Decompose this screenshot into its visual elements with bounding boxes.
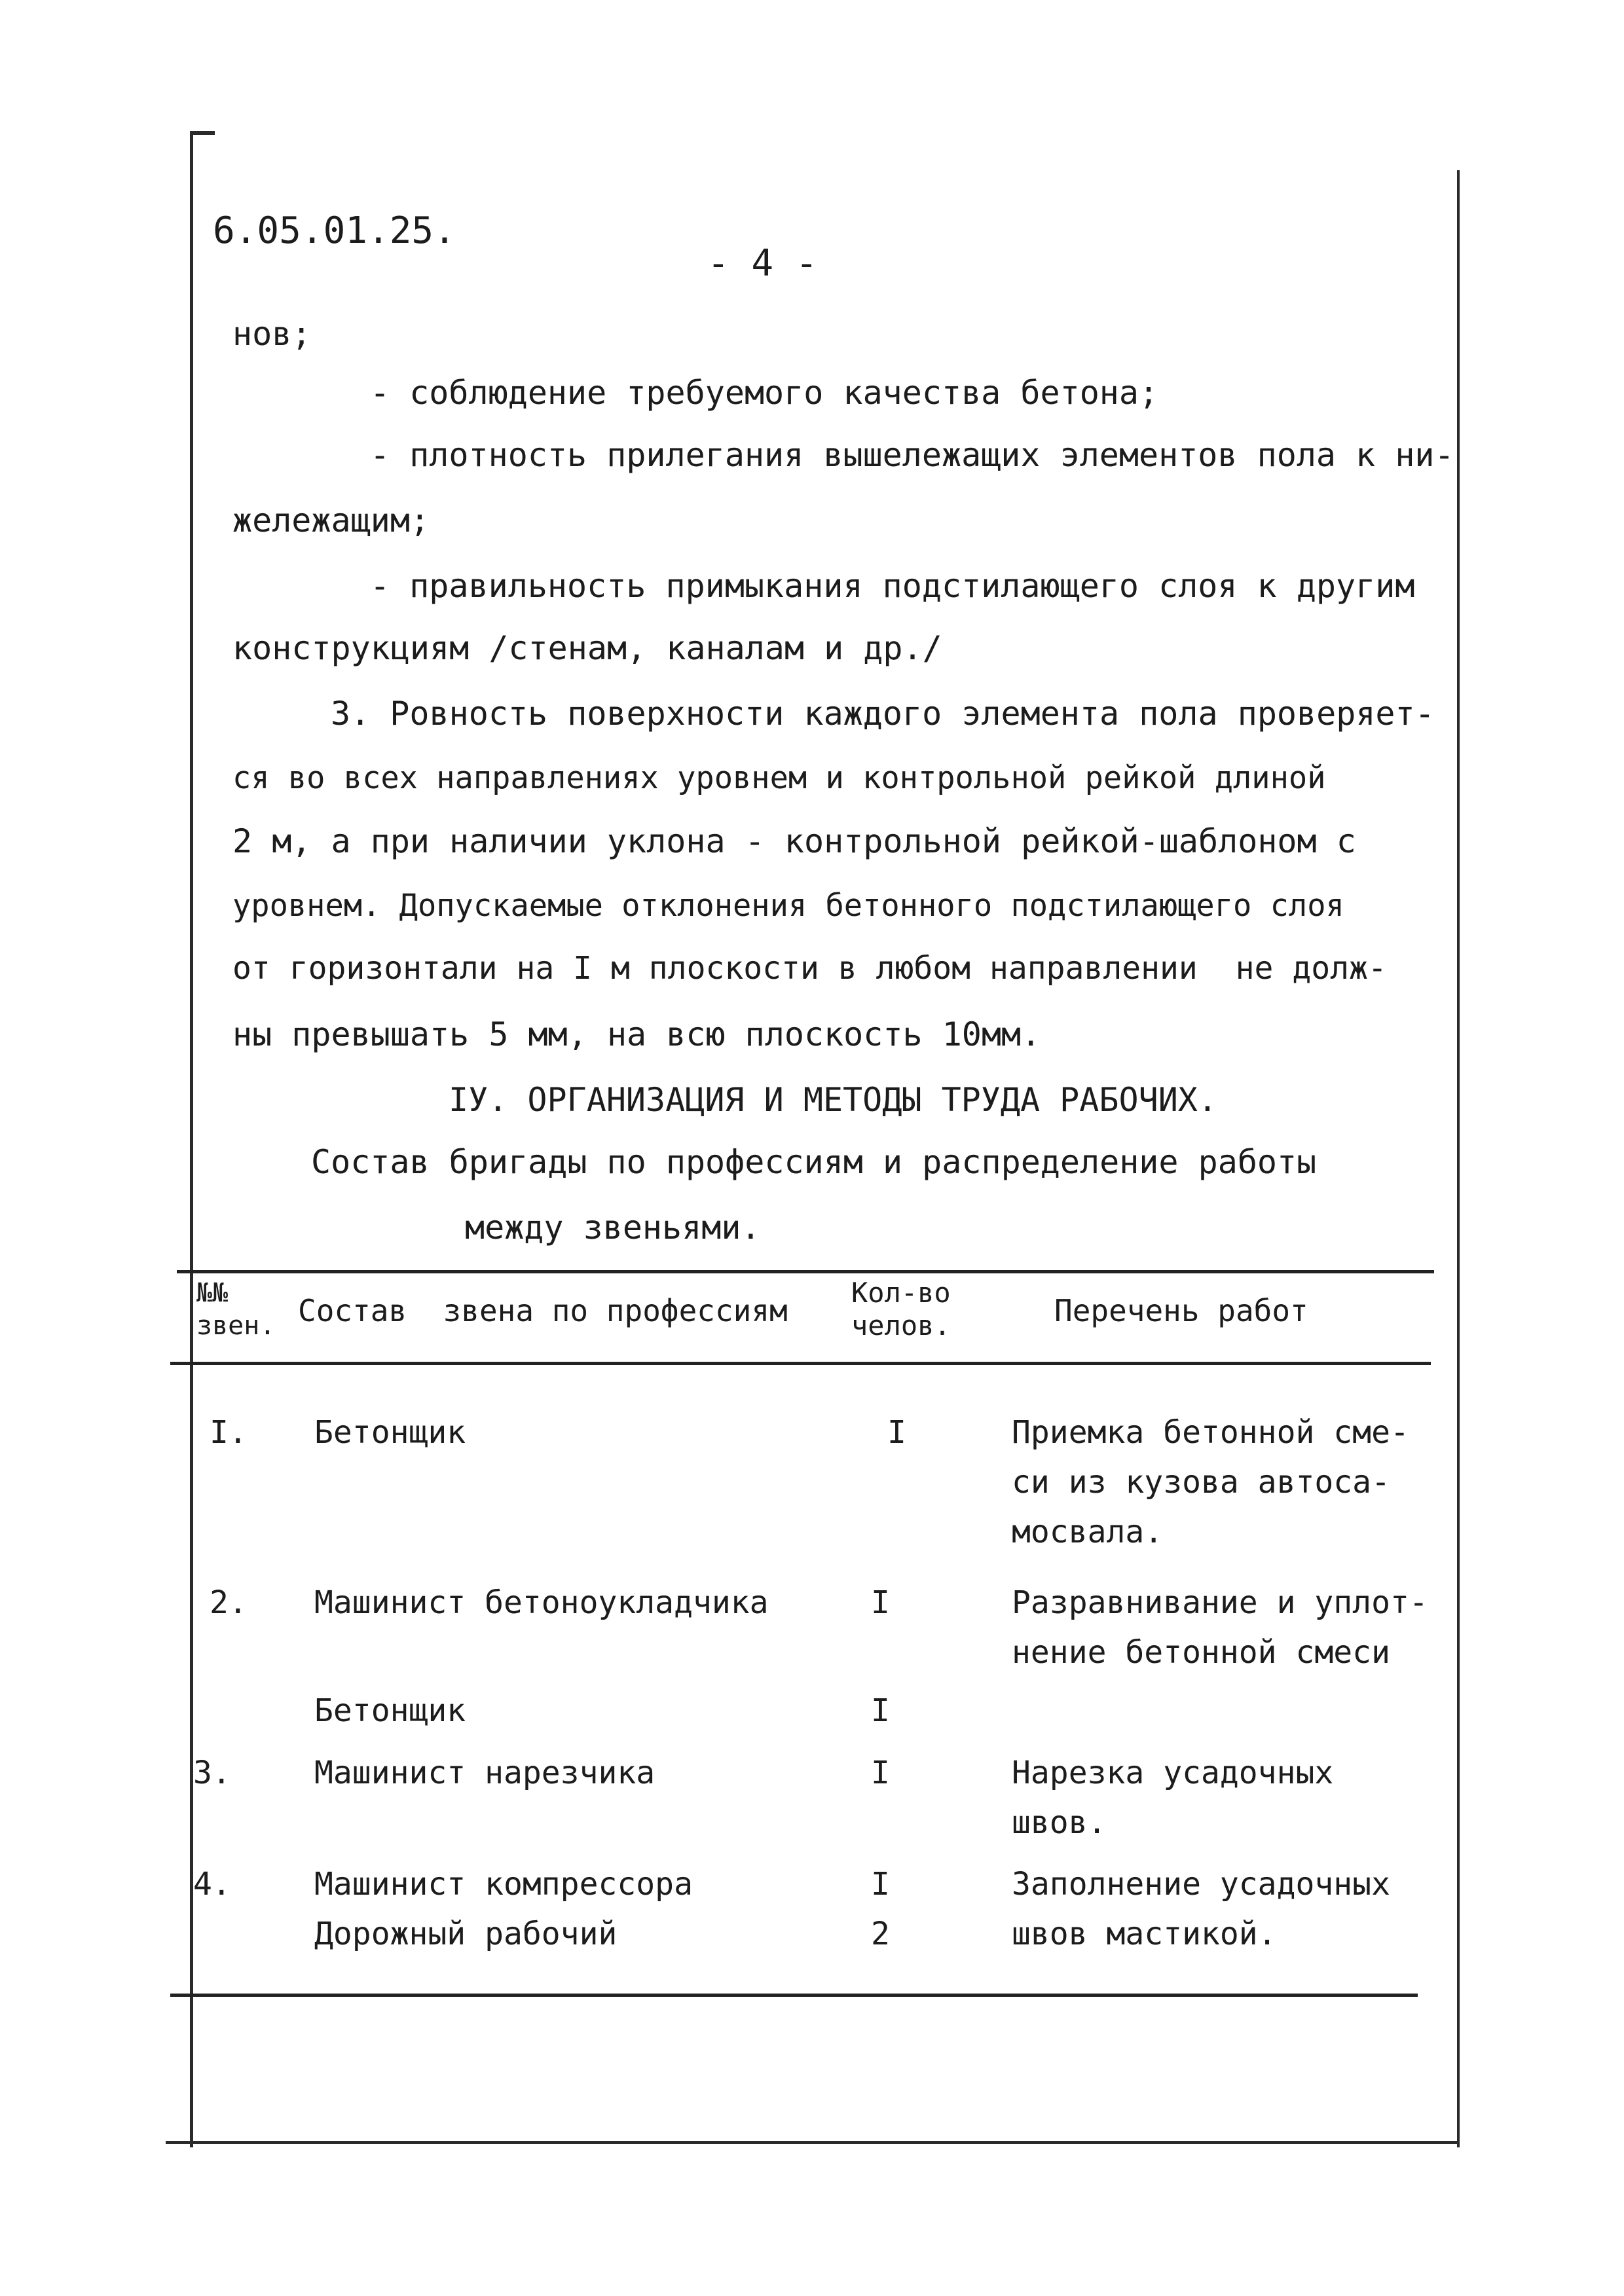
page-frame-right xyxy=(1457,170,1460,2147)
page-number: - 4 - xyxy=(707,242,818,285)
table-top-rule xyxy=(177,1270,1434,1273)
body-line: - соблюдение требуемого качества бетона; xyxy=(370,374,1159,412)
body-line: 3. Ровность поверхности каждого элемента пола проверяет- xyxy=(331,695,1435,733)
body-line: жележащим; xyxy=(232,501,430,539)
header-number: №№ звен. xyxy=(196,1278,276,1341)
frame-corner-mark xyxy=(190,131,215,135)
row-count: I xyxy=(871,1584,890,1621)
body-line: уровнем. Допускаемые отклонения бетонного подстилающего слоя xyxy=(232,888,1344,924)
row-profession: Машинист бетоноукладчика xyxy=(314,1584,769,1621)
row-profession: Дорожный рабочий xyxy=(314,1916,618,1952)
table-caption: Состав бригады по профессиям и распределение работы xyxy=(311,1143,1317,1181)
body-line: ны превышать 5 мм, на всю плоскость 10мм. xyxy=(232,1015,1041,1053)
body-line: ся во всех направлениях уровнем и контрольной рейкой длиной xyxy=(232,760,1326,796)
row-works: Приемка бетонной сме- си из кузова автоса- мосвала. xyxy=(1012,1414,1409,1550)
row-count: I xyxy=(871,1866,890,1903)
body-line: 2 м, а при наличии уклона - контрольной рейкой-шаблоном с xyxy=(232,822,1356,860)
row-works: Заполнение усадочных швов мастикой. xyxy=(1012,1866,1390,1952)
body-line: - правильность примыкания подстилающего слоя к другим xyxy=(370,567,1415,605)
header-composition: Состав звена по профессиям xyxy=(298,1293,788,1328)
row-count: 2 xyxy=(871,1916,890,1952)
header-works: Перечень работ xyxy=(1054,1293,1308,1328)
row-count: I xyxy=(887,1414,906,1451)
row-profession: Машинист нарезчика xyxy=(314,1755,655,1791)
table-bottom-rule xyxy=(170,1994,1418,1997)
page-frame-left xyxy=(190,134,193,2147)
section-title: IУ. ОРГАНИЗАЦИЯ И МЕТОДЫ ТРУДА РАБОЧИХ. xyxy=(449,1081,1217,1119)
table-caption: между звеньями. xyxy=(465,1209,761,1247)
row-works: Разравнивание и уплот- нение бетонной смеси xyxy=(1012,1584,1428,1671)
body-line: нов; xyxy=(232,315,312,353)
body-line: - плотность прилегания вышележащих элементов пола к ни- xyxy=(370,436,1454,474)
row-count: I xyxy=(871,1692,890,1729)
row-number: 3. xyxy=(193,1755,231,1791)
row-profession: Бетонщик xyxy=(314,1414,466,1451)
document-code: 6.05.01.25. xyxy=(213,210,456,252)
header-count: Кол-во челов. xyxy=(851,1277,951,1341)
page-frame-bottom xyxy=(166,2141,1459,2144)
row-profession: Машинист компрессора xyxy=(314,1866,693,1903)
row-profession: Бетонщик xyxy=(314,1692,466,1729)
row-number: 4. xyxy=(193,1866,231,1903)
body-line: конструкциям /стенам, каналам и др./ xyxy=(232,629,942,667)
row-number: 2. xyxy=(210,1584,248,1621)
body-line: от горизонтали на I м плоскости в любом направлении не долж- xyxy=(232,950,1387,987)
row-count: I xyxy=(871,1755,890,1791)
table-header-rule xyxy=(170,1362,1431,1365)
row-works: Нарезка усадочных швов. xyxy=(1012,1755,1334,1841)
row-number: I. xyxy=(210,1414,248,1451)
